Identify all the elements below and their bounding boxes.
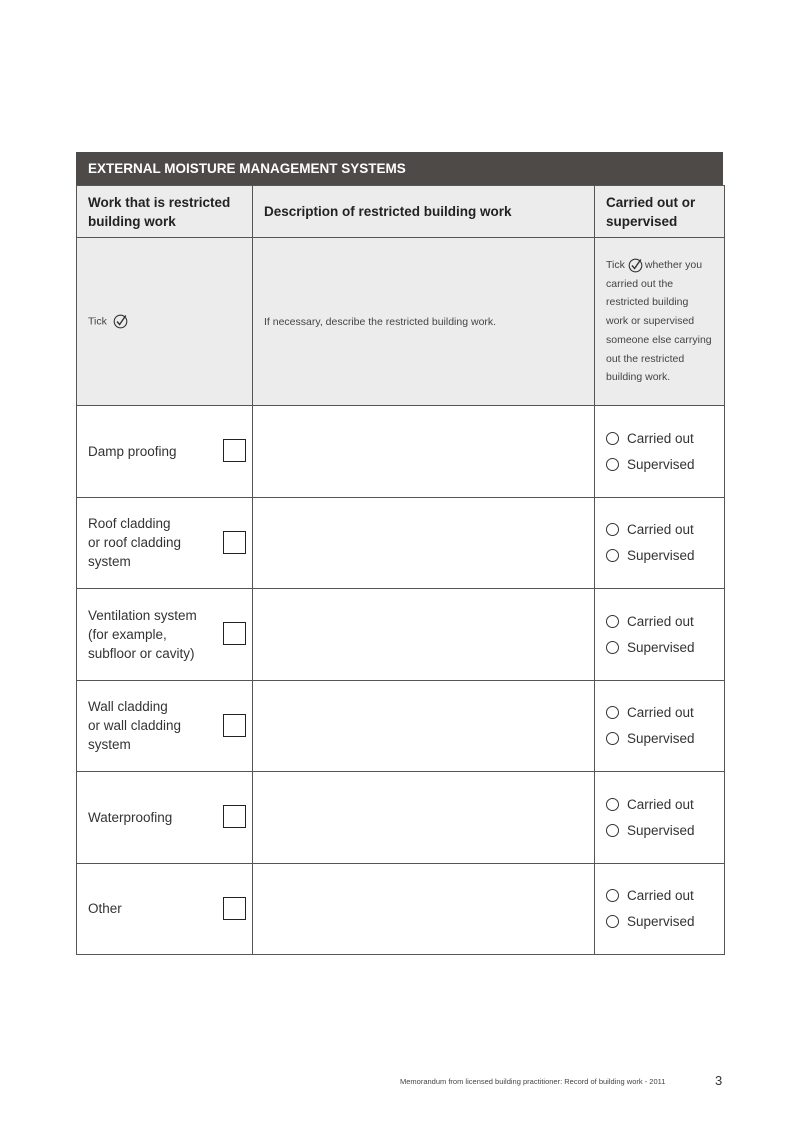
- page-number: 3: [715, 1073, 723, 1088]
- footer-text: Memorandum from licensed building practitioner: Record of building work - 2011: [400, 1077, 666, 1086]
- header-row: [77, 186, 725, 238]
- table-row: [77, 589, 725, 681]
- guidance-carried-text: whether you carried out the restricted building work or supervised someone else carrying out the restricted building work.: [606, 259, 712, 384]
- check-circle-icon: [113, 314, 128, 329]
- supervised-option[interactable]: [606, 543, 713, 569]
- guidance-carried: [595, 238, 725, 406]
- tick-checkbox[interactable]: [223, 622, 246, 645]
- work-label: Waterproofing: [88, 809, 173, 825]
- tick-checkbox[interactable]: [223, 897, 246, 920]
- option-label: Supervised: [627, 731, 695, 747]
- radio-button[interactable]: [606, 706, 619, 719]
- radio-button[interactable]: [606, 641, 619, 654]
- tick-checkbox[interactable]: [223, 439, 246, 462]
- option-label: Carried out: [627, 705, 694, 721]
- table-row: [77, 406, 725, 498]
- radio-button[interactable]: [606, 615, 619, 628]
- restricted-work-table: [76, 185, 725, 955]
- work-label: Other: [88, 901, 122, 917]
- supervised-option[interactable]: [606, 909, 713, 935]
- guidance-row: [77, 238, 725, 406]
- guidance-tick-text: Tick: [88, 315, 107, 328]
- carried-out-option[interactable]: [606, 517, 713, 543]
- carried-out-option[interactable]: [606, 883, 713, 909]
- option-label: Carried out: [627, 796, 694, 812]
- carried-out-option[interactable]: [606, 791, 713, 817]
- tick-checkbox[interactable]: [223, 805, 246, 828]
- work-label: Wall cladding or wall cladding system: [88, 699, 182, 753]
- check-circle-icon: [628, 258, 643, 273]
- table-row: [77, 680, 725, 772]
- header-work: Work that is restricted building work: [77, 186, 253, 238]
- description-field[interactable]: [253, 680, 595, 772]
- radio-button[interactable]: [606, 889, 619, 902]
- carried-out-option[interactable]: [606, 700, 713, 726]
- option-label: Supervised: [627, 822, 695, 838]
- option-label: Carried out: [627, 430, 694, 446]
- guidance-carried-prefix: Tick: [606, 259, 625, 272]
- radio-button[interactable]: [606, 549, 619, 562]
- supervised-option[interactable]: [606, 634, 713, 660]
- guidance-description: If necessary, describe the restricted building work.: [253, 238, 595, 406]
- work-label: Roof cladding or roof cladding system: [88, 516, 182, 570]
- header-description: Description of restricted building work: [253, 186, 595, 238]
- radio-button[interactable]: [606, 458, 619, 471]
- description-field[interactable]: [253, 497, 595, 589]
- option-label: Supervised: [627, 456, 695, 472]
- option-label: Supervised: [627, 548, 695, 564]
- radio-button[interactable]: [606, 432, 619, 445]
- radio-button[interactable]: [606, 798, 619, 811]
- table-row: [77, 772, 725, 864]
- option-label: Supervised: [627, 914, 695, 930]
- option-label: Supervised: [627, 639, 695, 655]
- header-carried-supervised: Carried out or supervised: [595, 186, 725, 238]
- description-field[interactable]: [253, 863, 595, 955]
- description-field[interactable]: [253, 406, 595, 498]
- carried-out-option[interactable]: [606, 425, 713, 451]
- table-row: [77, 863, 725, 955]
- section-title: EXTERNAL MOISTURE MANAGEMENT SYSTEMS: [76, 152, 723, 185]
- option-label: Carried out: [627, 613, 694, 629]
- tick-checkbox[interactable]: [223, 714, 246, 737]
- supervised-option[interactable]: [606, 817, 713, 843]
- radio-button[interactable]: [606, 824, 619, 837]
- supervised-option[interactable]: [606, 451, 713, 477]
- tick-checkbox[interactable]: [223, 531, 246, 554]
- radio-button[interactable]: [606, 732, 619, 745]
- carried-out-option[interactable]: [606, 608, 713, 634]
- guidance-tick: [77, 238, 253, 406]
- description-field[interactable]: [253, 589, 595, 681]
- option-label: Carried out: [627, 522, 694, 538]
- option-label: Carried out: [627, 888, 694, 904]
- work-label: Ventilation system (for example, subfloor or cavity): [88, 607, 197, 661]
- table-row: [77, 497, 725, 589]
- radio-button[interactable]: [606, 915, 619, 928]
- description-field[interactable]: [253, 772, 595, 864]
- radio-button[interactable]: [606, 523, 619, 536]
- work-label: Damp proofing: [88, 443, 177, 459]
- supervised-option[interactable]: [606, 726, 713, 752]
